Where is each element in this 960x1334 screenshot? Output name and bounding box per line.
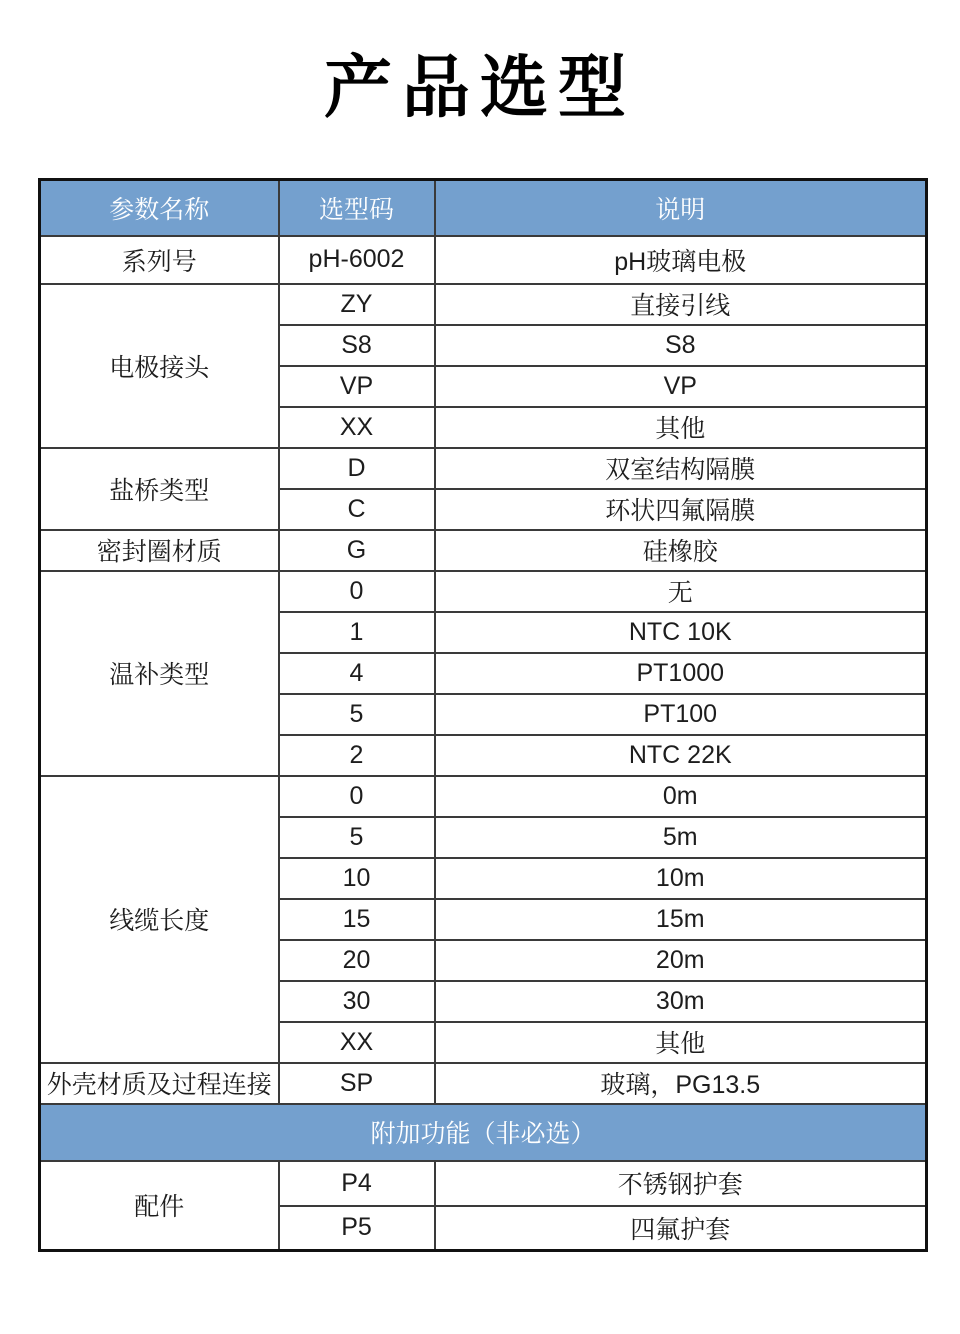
header-selection-code: 选型码 bbox=[279, 180, 435, 236]
table-body-main bbox=[40, 236, 927, 1104]
table-row bbox=[40, 776, 927, 817]
table-body-extra bbox=[40, 1161, 927, 1251]
description-cell: 直接引线 bbox=[435, 284, 927, 325]
table-row bbox=[40, 571, 927, 612]
selection-code-cell: 5 bbox=[279, 694, 435, 735]
param-name-cell: 密封圈材质 bbox=[40, 530, 279, 571]
param-name-cell: 配件 bbox=[40, 1161, 279, 1251]
selection-code-cell: 30 bbox=[279, 981, 435, 1022]
selection-code-cell: 5 bbox=[279, 817, 435, 858]
selection-code-cell: G bbox=[279, 530, 435, 571]
description-cell: 15m bbox=[435, 899, 927, 940]
page-title: 产品选型 bbox=[323, 50, 636, 126]
description-cell: 四氟护套 bbox=[435, 1206, 927, 1251]
header-description: 说明 bbox=[435, 180, 927, 236]
table-row bbox=[40, 1161, 927, 1206]
selection-code-cell: D bbox=[279, 448, 435, 489]
description-cell: pH玻璃电极 bbox=[435, 236, 927, 284]
description-cell: NTC 10K bbox=[435, 612, 927, 653]
param-name-cell: 系列号 bbox=[40, 236, 279, 284]
selection-code-cell: pH-6002 bbox=[279, 236, 435, 284]
param-name-cell: 温补类型 bbox=[40, 571, 279, 776]
selection-code-cell: 4 bbox=[279, 653, 435, 694]
description-cell: 20m bbox=[435, 940, 927, 981]
description-cell: 硅橡胶 bbox=[435, 530, 927, 571]
selection-code-cell: XX bbox=[279, 407, 435, 448]
selection-code-cell: P4 bbox=[279, 1161, 435, 1206]
description-cell: PT100 bbox=[435, 694, 927, 735]
table-row bbox=[40, 530, 927, 571]
description-cell: 双室结构隔膜 bbox=[435, 448, 927, 489]
table-row bbox=[40, 448, 927, 489]
description-cell: 30m bbox=[435, 981, 927, 1022]
selection-code-cell: 15 bbox=[279, 899, 435, 940]
table-row bbox=[40, 1063, 927, 1104]
param-name-cell: 线缆长度 bbox=[40, 776, 279, 1063]
param-name-cell: 盐桥类型 bbox=[40, 448, 279, 530]
description-cell: 其他 bbox=[435, 1022, 927, 1063]
selection-code-cell: 1 bbox=[279, 612, 435, 653]
description-cell: 0m bbox=[435, 776, 927, 817]
selection-code-cell: 0 bbox=[279, 571, 435, 612]
table-row bbox=[40, 284, 927, 325]
param-name-cell: 外壳材质及过程连接 bbox=[40, 1063, 279, 1104]
table-header-row bbox=[40, 180, 927, 236]
selection-code-cell: SP bbox=[279, 1063, 435, 1104]
selection-code-cell: VP bbox=[279, 366, 435, 407]
description-cell: 无 bbox=[435, 571, 927, 612]
table-body-section bbox=[40, 1104, 927, 1161]
header-param-name: 参数名称 bbox=[40, 180, 279, 236]
description-cell: S8 bbox=[435, 325, 927, 366]
selection-code-cell: ZY bbox=[279, 284, 435, 325]
param-name-cell: 电极接头 bbox=[40, 284, 279, 448]
table-row bbox=[40, 236, 927, 284]
selection-code-cell: S8 bbox=[279, 325, 435, 366]
section-header-cell: 附加功能（非必选） bbox=[40, 1104, 927, 1161]
selection-code-cell: C bbox=[279, 489, 435, 530]
description-cell: 5m bbox=[435, 817, 927, 858]
selection-code-cell: 10 bbox=[279, 858, 435, 899]
description-cell: VP bbox=[435, 366, 927, 407]
description-cell: 10m bbox=[435, 858, 927, 899]
description-cell: 环状四氟隔膜 bbox=[435, 489, 927, 530]
description-cell: PT1000 bbox=[435, 653, 927, 694]
selection-code-cell: 0 bbox=[279, 776, 435, 817]
description-cell: 其他 bbox=[435, 407, 927, 448]
product-selection-table bbox=[38, 178, 928, 1252]
description-cell: NTC 22K bbox=[435, 735, 927, 776]
selection-code-cell: XX bbox=[279, 1022, 435, 1063]
selection-code-cell: P5 bbox=[279, 1206, 435, 1251]
description-cell: 玻璃，PG13.5 bbox=[435, 1063, 927, 1104]
selection-code-cell: 20 bbox=[279, 940, 435, 981]
selection-code-cell: 2 bbox=[279, 735, 435, 776]
section-header-row bbox=[40, 1104, 927, 1161]
description-cell: 不锈钢护套 bbox=[435, 1161, 927, 1206]
